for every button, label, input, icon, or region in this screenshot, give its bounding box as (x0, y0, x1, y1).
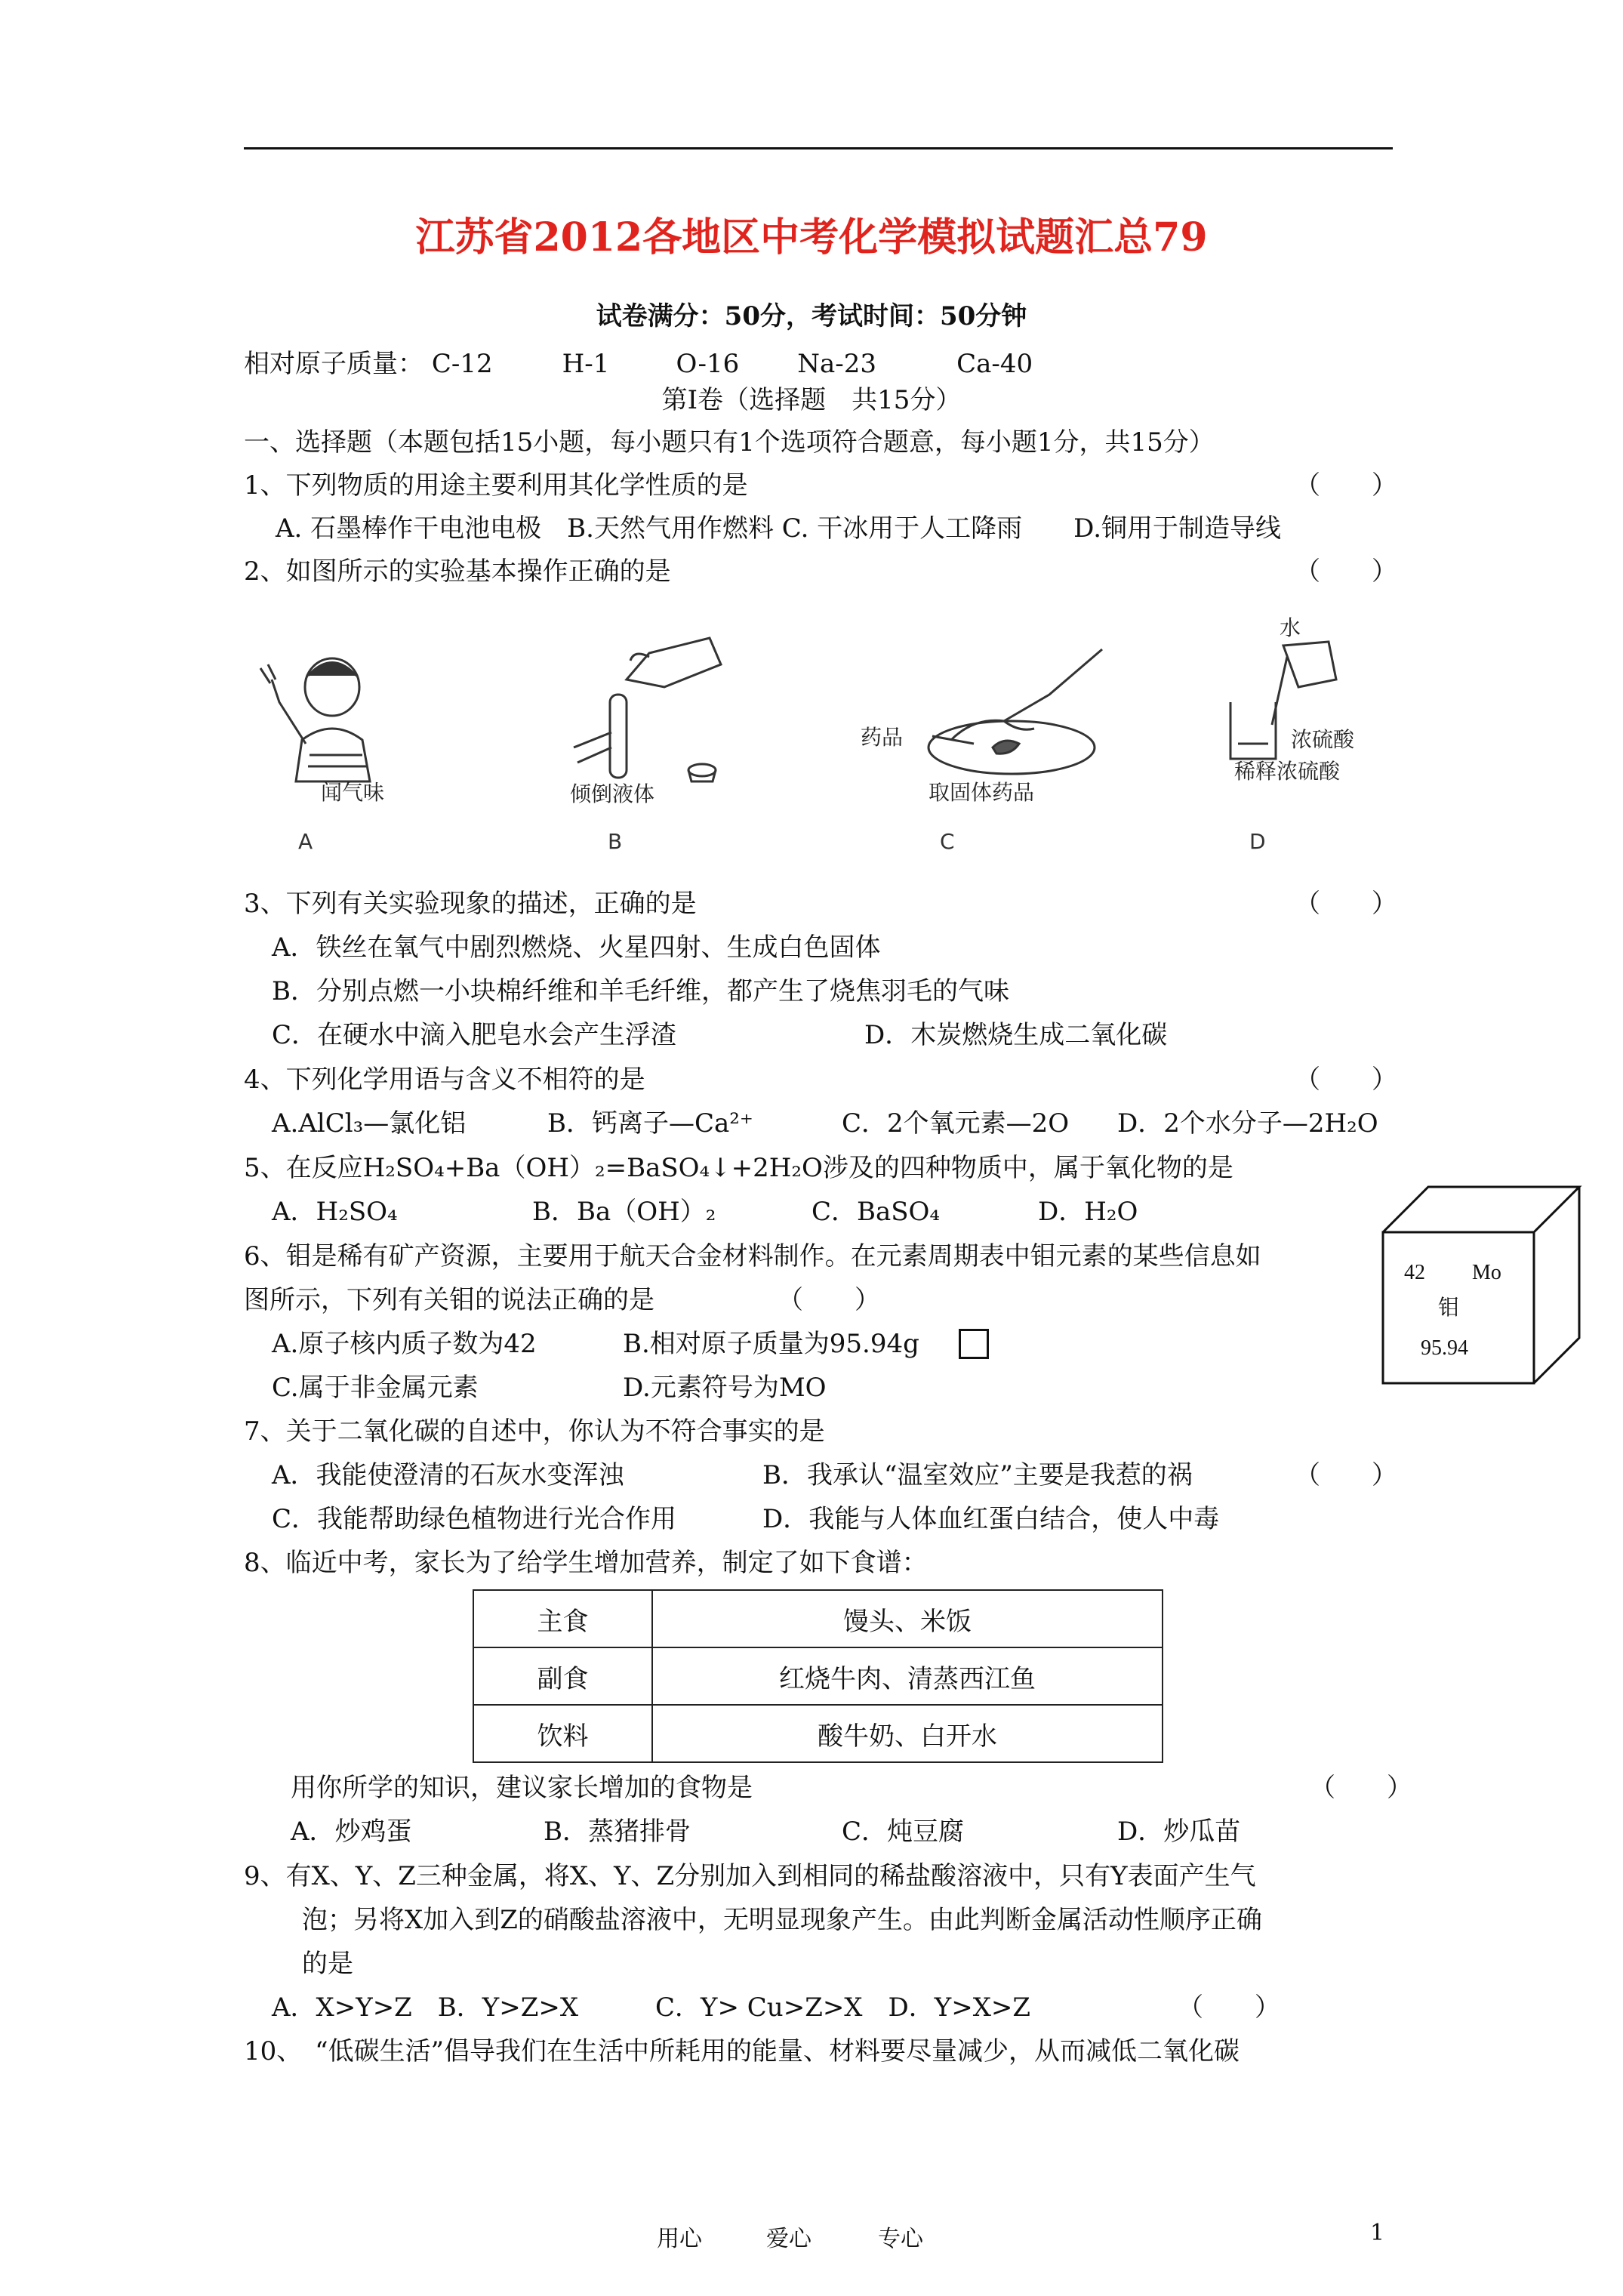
answer-bracket: （ ） (1295, 889, 1397, 919)
q3-stem: 3、下列有关实验现象的描述，正确的是 (244, 889, 697, 919)
element-mass: 95.94 (1421, 1336, 1468, 1360)
q5-option-b: B．Ba（OH）₂ (532, 1197, 716, 1227)
q3-option-b: B．分别点燃一小块棉纤维和羊毛纤维，都产生了烧焦羽毛的气味 (272, 976, 1009, 1006)
q8-stem: 8、临近中考，家长为了给学生增加营养，制定了如下食谱： (244, 1548, 928, 1578)
figure-smell-drawing (249, 649, 400, 785)
figure-label: 药品 (861, 725, 904, 750)
q9-options: A．X>Y>Z B．Y>Z>X C．Y> Cu>Z>X D．Y>X>Z (272, 1992, 1031, 2023)
q6-stem-line1: 6、钼是稀有矿产资源，主要用于航天合金材料制作。在元素周期表中钼元素的某些信息如 (244, 1241, 1261, 1271)
q8-follow: 用你所学的知识，建议家长增加的食物是 (291, 1773, 753, 1803)
table-cell: 副食 (473, 1647, 652, 1705)
header-rule (244, 147, 1393, 149)
element-number: 42 (1404, 1261, 1425, 1284)
q3-option-a: A．铁丝在氧气中剧烈燃烧、火星四射、生成白色固体 (272, 932, 881, 963)
part-one-heading: 一、选择题（本题包括15小题，每小题只有1个选项符合题意，每小题1分，共15分） (244, 427, 1215, 458)
q8-option-c: C．炖豆腐 (842, 1817, 965, 1847)
figure-smell (249, 649, 400, 854)
q6-option-a: A.原子核内质子数为42 (272, 1329, 537, 1359)
footer-text: 用心 (657, 2226, 702, 2252)
table-row (473, 1590, 1163, 1647)
footer-text: 爱心 (766, 2226, 812, 2252)
q10-stem-line1: 10、 “低碳生活”倡导我们在生活中所耗用的能量、材料要尽量减少，从而减低二氧化碳 (244, 2036, 1240, 2066)
q5-option-c: C．BaSO₄ (812, 1197, 941, 1227)
answer-bracket: （ ） (1295, 556, 1397, 587)
figure-caption: 倾倒液体 (570, 781, 655, 806)
molybdenum-element-cell (1381, 1185, 1585, 1392)
table-cell: 馒头、米饭 (652, 1590, 1163, 1647)
atomic-mass-item: C-12 (431, 349, 493, 379)
figure-caption: 取固体药品 (929, 780, 1035, 805)
figure-letter: C (940, 829, 955, 854)
q9-stem-line3: 的是 (302, 1949, 353, 1979)
table-cell: 主食 (473, 1590, 652, 1647)
q4-option-d: D．2个水分子—2H₂O (1117, 1108, 1378, 1139)
q5-option-d: D．H₂O (1038, 1197, 1138, 1227)
q9-stem-line2: 泡；另将X加入到Z的硝酸盐溶液中，无明显现象产生。由此判断金属活动性顺序正确 (302, 1905, 1262, 1935)
figure-label: 浓硫酸 (1291, 727, 1355, 752)
q8-option-d: D．炒瓜苗 (1117, 1817, 1241, 1847)
element-symbol: Mo (1472, 1261, 1501, 1284)
figure-label: 水 (1280, 615, 1301, 640)
section-heading: 第Ⅰ卷（选择题 共15分） (661, 385, 962, 415)
exam-info: 试卷满分：50分，考试时间：50分钟 (596, 301, 1027, 331)
figure-caption: 闻气味 (321, 780, 385, 805)
q6-option-d: D.元素符号为MO (623, 1373, 827, 1403)
q7-stem: 7、关于二氧化碳的自述中，你认为不符合事实的是 (244, 1416, 825, 1447)
answer-bracket: （ ） (1178, 1992, 1280, 2023)
element-cube-outline (1381, 1185, 1585, 1389)
atomic-mass-item: H-1 (562, 349, 610, 379)
answer-bracket: （ ） (1295, 470, 1397, 501)
answer-bracket: （ ） (1295, 1460, 1397, 1490)
q7-option-a: A．我能使澄清的石灰水变浑浊 (272, 1460, 624, 1490)
empty-box (959, 1329, 989, 1359)
page-number: 1 (1370, 2220, 1385, 2246)
q6-stem-line2: 图所示，下列有关钼的说法正确的是 (244, 1285, 654, 1315)
q1-stem: 1、下列物质的用途主要利用其化学性质的是 (244, 470, 748, 501)
q4-option-a: A.AlCl₃—氯化铝 (272, 1108, 467, 1139)
q9-stem-line1: 9、有X、Y、Z三种金属，将X、Y、Z分别加入到相同的稀盐酸溶液中，只有Y表面产生气 (244, 1861, 1256, 1891)
element-name: 钼 (1438, 1296, 1460, 1320)
q2-stem: 2、如图所示的实验基本操作正确的是 (244, 556, 671, 587)
q6-option-b: B.相对原子质量为95.94g (623, 1329, 919, 1359)
q1-options: A. 石墨棒作干电池电极 B.天然气用作燃料 C. 干冰用于人工降雨 D.铜用于制造导线 (276, 513, 1282, 544)
q4-stem: 4、下列化学用语与含义不相符的是 (244, 1065, 645, 1095)
q3-option-d: D．木炭燃烧生成二氧化碳 (864, 1020, 1168, 1050)
footer-text: 专心 (878, 2226, 923, 2252)
atomic-mass-row (244, 349, 1033, 379)
q4-option-c: C．2个氧元素—2O (842, 1108, 1070, 1139)
answer-bracket: （ ） (778, 1285, 880, 1315)
figure-caption: 稀释浓硫酸 (1234, 759, 1341, 784)
atomic-mass-item: Ca-40 (956, 349, 1033, 379)
table-row (473, 1705, 1163, 1762)
q4-option-b: B．钙离子—Ca²⁺ (547, 1108, 753, 1139)
q7-option-d: D．我能与人体血红蛋白结合，使人中毒 (762, 1504, 1220, 1534)
answer-bracket: （ ） (1295, 1065, 1397, 1095)
figure-solid-reagent (861, 634, 1117, 854)
figure-pour-liquid (559, 634, 732, 854)
table-cell: 酸牛奶、白开水 (652, 1705, 1163, 1762)
q8-option-a: A．炒鸡蛋 (291, 1817, 412, 1847)
table-cell: 饮料 (473, 1705, 652, 1762)
q5-option-a: A．H₂SO₄ (272, 1197, 398, 1227)
figure-solid-drawing (861, 634, 1117, 785)
atomic-mass-label: 相对原子质量： (244, 349, 423, 379)
figure-letter: D (1249, 829, 1266, 854)
menu-table (473, 1589, 1163, 1763)
q6-option-c: C.属于非金属元素 (272, 1373, 479, 1403)
table-cell: 红烧牛肉、清蒸西江鱼 (652, 1647, 1163, 1705)
page-title: 江苏省2012各地区中考化学模拟试题汇总79 (415, 214, 1208, 260)
q7-option-b: B．我承认“温室效应”主要是我惹的祸 (762, 1460, 1193, 1490)
answer-bracket: （ ） (1310, 1773, 1412, 1803)
figure-dilute-acid (1215, 612, 1355, 854)
figure-letter: B (608, 829, 623, 854)
table-row (473, 1647, 1163, 1705)
atomic-mass-item: O-16 (676, 349, 740, 379)
q8-option-b: B．蒸猪排骨 (544, 1817, 691, 1847)
q3-option-c: C．在硬水中滴入肥皂水会产生浮渣 (272, 1020, 677, 1050)
q7-option-c: C．我能帮助绿色植物进行光合作用 (272, 1504, 677, 1534)
figure-pour-drawing (559, 634, 732, 785)
q5-stem: 5、在反应H₂SO₄+Ba（OH）₂=BaSO₄↓+2H₂O涉及的四种物质中，属于氧化物的是 (244, 1153, 1233, 1183)
figure-letter: A (298, 829, 313, 854)
atomic-mass-item: Na-23 (797, 349, 877, 379)
